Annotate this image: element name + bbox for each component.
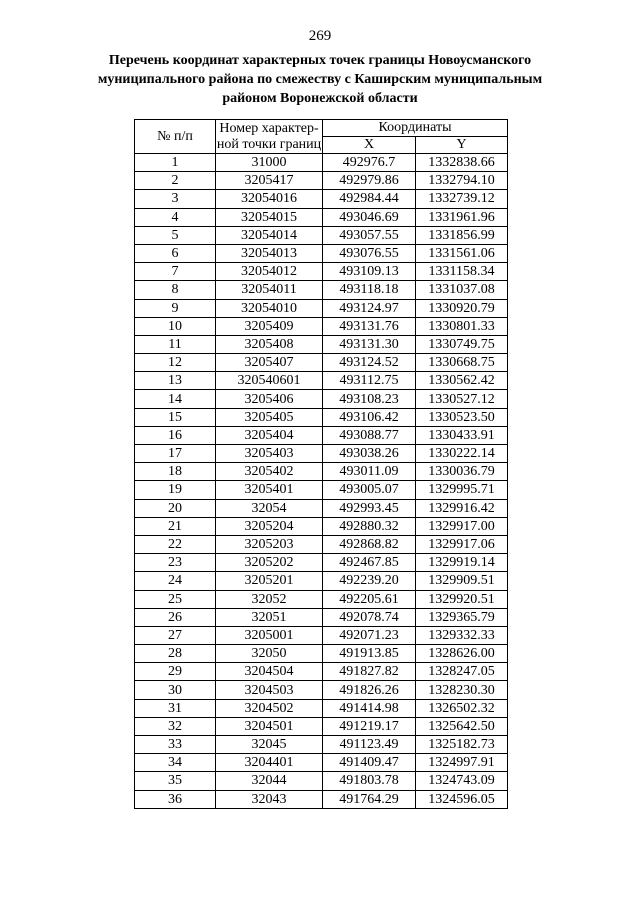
cell-y: 1329917.00 — [416, 517, 508, 535]
cell-y: 1328247.05 — [416, 663, 508, 681]
header-y: Y — [416, 137, 508, 154]
header-point-number — [216, 120, 323, 154]
table-row — [135, 608, 508, 626]
table-row — [135, 645, 508, 663]
cell-number: 36 — [135, 790, 216, 808]
cell-point-number: 3205417 — [216, 172, 323, 190]
table-row — [135, 390, 508, 408]
table-row — [135, 754, 508, 772]
cell-y: 1330749.75 — [416, 335, 508, 353]
cell-number: 10 — [135, 317, 216, 335]
cell-x: 492979.86 — [323, 172, 416, 190]
header-point-line-1: Номер характер- — [219, 120, 319, 136]
table-row — [135, 626, 508, 644]
table-row — [135, 172, 508, 190]
cell-point-number: 3205405 — [216, 408, 323, 426]
cell-x: 493108.23 — [323, 390, 416, 408]
table-row — [135, 590, 508, 608]
cell-y: 1332739.12 — [416, 190, 508, 208]
cell-x: 491803.78 — [323, 772, 416, 790]
cell-y: 1329995.71 — [416, 481, 508, 499]
cell-number: 9 — [135, 299, 216, 317]
cell-number: 29 — [135, 663, 216, 681]
cell-number: 31 — [135, 699, 216, 717]
table-row — [135, 299, 508, 317]
table-body — [135, 154, 508, 809]
cell-point-number: 32054015 — [216, 208, 323, 226]
cell-point-number: 320540601 — [216, 372, 323, 390]
table-row — [135, 244, 508, 262]
table-row — [135, 190, 508, 208]
cell-x: 493038.26 — [323, 445, 416, 463]
cell-point-number: 3205201 — [216, 572, 323, 590]
cell-number: 21 — [135, 517, 216, 535]
cell-number: 1 — [135, 154, 216, 172]
table-row — [135, 772, 508, 790]
table-row — [135, 354, 508, 372]
table-header — [135, 120, 508, 154]
cell-x: 492239.20 — [323, 572, 416, 590]
cell-y: 1331856.99 — [416, 226, 508, 244]
table-row — [135, 681, 508, 699]
cell-x: 492467.85 — [323, 554, 416, 572]
cell-number: 24 — [135, 572, 216, 590]
table-row — [135, 154, 508, 172]
table-row — [135, 281, 508, 299]
cell-point-number: 3205402 — [216, 463, 323, 481]
cell-x: 491219.17 — [323, 717, 416, 735]
table-row — [135, 736, 508, 754]
cell-x: 491414.98 — [323, 699, 416, 717]
cell-y: 1324743.09 — [416, 772, 508, 790]
cell-point-number: 32054012 — [216, 263, 323, 281]
document-title — [70, 51, 570, 108]
cell-number: 19 — [135, 481, 216, 499]
title-line-3: районом Воронежской области — [222, 91, 418, 106]
cell-x: 493131.76 — [323, 317, 416, 335]
table-row — [135, 335, 508, 353]
cell-y: 1332794.10 — [416, 172, 508, 190]
cell-y: 1329920.51 — [416, 590, 508, 608]
cell-x: 493118.18 — [323, 281, 416, 299]
cell-x: 493109.13 — [323, 263, 416, 281]
page-number: 269 — [308, 28, 332, 44]
cell-x: 493088.77 — [323, 426, 416, 444]
cell-point-number: 32054011 — [216, 281, 323, 299]
cell-x: 493112.75 — [323, 372, 416, 390]
cell-number: 27 — [135, 626, 216, 644]
cell-x: 492868.82 — [323, 535, 416, 553]
cell-point-number: 31000 — [216, 154, 323, 172]
cell-number: 4 — [135, 208, 216, 226]
cell-y: 1330222.14 — [416, 445, 508, 463]
cell-point-number: 3205202 — [216, 554, 323, 572]
header-x: X — [323, 137, 416, 154]
cell-y: 1330668.75 — [416, 354, 508, 372]
table-row — [135, 408, 508, 426]
cell-y: 1325182.73 — [416, 736, 508, 754]
cell-number: 11 — [135, 335, 216, 353]
cell-point-number: 3204502 — [216, 699, 323, 717]
cell-number: 15 — [135, 408, 216, 426]
cell-number: 25 — [135, 590, 216, 608]
cell-y: 1328230.30 — [416, 681, 508, 699]
cell-number: 22 — [135, 535, 216, 553]
cell-point-number: 3205204 — [216, 517, 323, 535]
cell-point-number: 32054013 — [216, 244, 323, 262]
header-point-line-2: ной точки границ — [216, 136, 322, 152]
cell-y: 1330523.50 — [416, 408, 508, 426]
cell-x: 492071.23 — [323, 626, 416, 644]
table-row — [135, 263, 508, 281]
cell-point-number: 3205407 — [216, 354, 323, 372]
cell-y: 1329909.51 — [416, 572, 508, 590]
table-row — [135, 717, 508, 735]
cell-x: 492880.32 — [323, 517, 416, 535]
cell-point-number: 32044 — [216, 772, 323, 790]
cell-point-number: 3205404 — [216, 426, 323, 444]
cell-number: 23 — [135, 554, 216, 572]
cell-y: 1331961.96 — [416, 208, 508, 226]
cell-y: 1330527.12 — [416, 390, 508, 408]
cell-number: 7 — [135, 263, 216, 281]
cell-point-number: 32054014 — [216, 226, 323, 244]
cell-x: 491826.26 — [323, 681, 416, 699]
cell-number: 13 — [135, 372, 216, 390]
cell-y: 1330801.33 — [416, 317, 508, 335]
cell-x: 492984.44 — [323, 190, 416, 208]
cell-point-number: 3205001 — [216, 626, 323, 644]
table-row — [135, 208, 508, 226]
cell-point-number: 3205406 — [216, 390, 323, 408]
cell-point-number: 32052 — [216, 590, 323, 608]
title-line-2: муниципального района по смежеству с Каширским муниципальным — [97, 72, 543, 87]
cell-point-number: 32054016 — [216, 190, 323, 208]
cell-point-number: 32045 — [216, 736, 323, 754]
table-row — [135, 535, 508, 553]
cell-point-number: 3204501 — [216, 717, 323, 735]
cell-y: 1330920.79 — [416, 299, 508, 317]
cell-y: 1325642.50 — [416, 717, 508, 735]
table-row — [135, 663, 508, 681]
cell-number: 20 — [135, 499, 216, 517]
cell-y: 1324997.91 — [416, 754, 508, 772]
table-row — [135, 517, 508, 535]
cell-x: 493106.42 — [323, 408, 416, 426]
table-row — [135, 554, 508, 572]
cell-point-number: 32051 — [216, 608, 323, 626]
cell-x: 491123.49 — [323, 736, 416, 754]
cell-x: 493005.07 — [323, 481, 416, 499]
table-row — [135, 317, 508, 335]
cell-number: 34 — [135, 754, 216, 772]
cell-point-number: 3204401 — [216, 754, 323, 772]
title-line-1: Перечень координат характерных точек границы Новоусманского — [108, 53, 532, 68]
cell-y: 1332838.66 — [416, 154, 508, 172]
cell-x: 493131.30 — [323, 335, 416, 353]
cell-y: 1329332.33 — [416, 626, 508, 644]
cell-point-number: 3205409 — [216, 317, 323, 335]
cell-y: 1330036.79 — [416, 463, 508, 481]
cell-x: 492993.45 — [323, 499, 416, 517]
cell-y: 1329916.42 — [416, 499, 508, 517]
cell-x: 493057.55 — [323, 226, 416, 244]
cell-y: 1329917.06 — [416, 535, 508, 553]
cell-number: 3 — [135, 190, 216, 208]
cell-point-number: 32054 — [216, 499, 323, 517]
table-row — [135, 445, 508, 463]
cell-x: 491913.85 — [323, 645, 416, 663]
table-row — [135, 426, 508, 444]
table-row — [135, 372, 508, 390]
cell-point-number: 32050 — [216, 645, 323, 663]
cell-x: 493124.52 — [323, 354, 416, 372]
cell-y: 1324596.05 — [416, 790, 508, 808]
cell-x: 493046.69 — [323, 208, 416, 226]
cell-y: 1329365.79 — [416, 608, 508, 626]
table-row — [135, 481, 508, 499]
table-row — [135, 790, 508, 808]
cell-number: 8 — [135, 281, 216, 299]
cell-point-number: 32043 — [216, 790, 323, 808]
cell-number: 16 — [135, 426, 216, 444]
cell-number: 12 — [135, 354, 216, 372]
cell-x: 493076.55 — [323, 244, 416, 262]
cell-y: 1331037.08 — [416, 281, 508, 299]
cell-y: 1331561.06 — [416, 244, 508, 262]
cell-y: 1326502.32 — [416, 699, 508, 717]
header-number: № п/п — [135, 120, 216, 154]
table-row — [135, 499, 508, 517]
table-row — [135, 572, 508, 590]
cell-number: 17 — [135, 445, 216, 463]
cell-y: 1330433.91 — [416, 426, 508, 444]
cell-number: 28 — [135, 645, 216, 663]
table-row — [135, 226, 508, 244]
cell-point-number: 3204504 — [216, 663, 323, 681]
cell-number: 6 — [135, 244, 216, 262]
cell-number: 33 — [135, 736, 216, 754]
coordinates-table — [134, 119, 508, 809]
cell-x: 491409.47 — [323, 754, 416, 772]
cell-x: 491827.82 — [323, 663, 416, 681]
cell-number: 18 — [135, 463, 216, 481]
cell-x: 492976.7 — [323, 154, 416, 172]
cell-x: 492205.61 — [323, 590, 416, 608]
cell-point-number: 32054010 — [216, 299, 323, 317]
cell-y: 1331158.34 — [416, 263, 508, 281]
cell-point-number: 3205203 — [216, 535, 323, 553]
cell-y: 1329919.14 — [416, 554, 508, 572]
cell-x: 493011.09 — [323, 463, 416, 481]
table-row — [135, 463, 508, 481]
cell-number: 30 — [135, 681, 216, 699]
cell-x: 493124.97 — [323, 299, 416, 317]
cell-number: 5 — [135, 226, 216, 244]
cell-x: 492078.74 — [323, 608, 416, 626]
cell-point-number: 3205401 — [216, 481, 323, 499]
cell-number: 2 — [135, 172, 216, 190]
table-row — [135, 699, 508, 717]
cell-y: 1330562.42 — [416, 372, 508, 390]
cell-point-number: 3205408 — [216, 335, 323, 353]
cell-number: 35 — [135, 772, 216, 790]
cell-x: 491764.29 — [323, 790, 416, 808]
cell-number: 26 — [135, 608, 216, 626]
cell-number: 14 — [135, 390, 216, 408]
cell-point-number: 3205403 — [216, 445, 323, 463]
cell-number: 32 — [135, 717, 216, 735]
cell-point-number: 3204503 — [216, 681, 323, 699]
header-coordinates: Координаты — [323, 120, 508, 137]
cell-y: 1328626.00 — [416, 645, 508, 663]
